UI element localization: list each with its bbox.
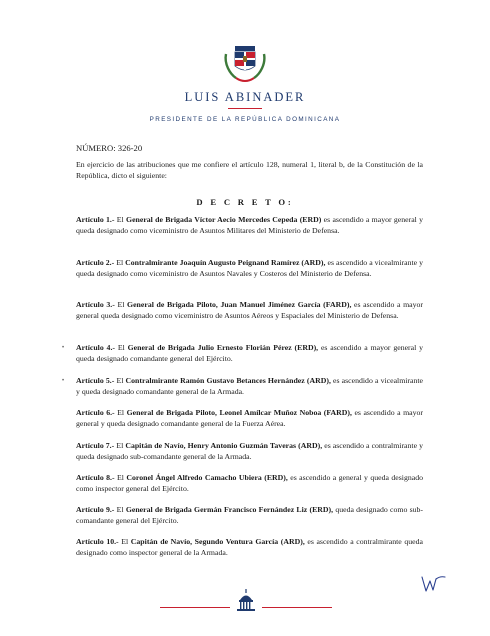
article-text: es ascendido a vicealmirante y queda designado comandante general de la Armada. bbox=[76, 376, 424, 396]
article-text: es ascendido a mayor general queda designado como viceministro de Asuntos Aéreos y Espaciales del Ministerio de Defensa. bbox=[76, 300, 424, 320]
footer-rule-left bbox=[160, 607, 230, 608]
article-1 bbox=[76, 215, 423, 236]
article-subject: General de Brigada Julio Ernesto Florián Pérez (ERD), bbox=[127, 343, 319, 352]
article-label: Artículo 2.- bbox=[76, 258, 115, 267]
article-text: es ascendido a mayor general y queda designado comandante general del Ejército. bbox=[76, 343, 424, 363]
article-subject: General de Brigada Piloto, Leonel Amílcar Muñoz Noboa (FARD), bbox=[126, 408, 352, 417]
article-label: Artículo 5.- bbox=[76, 376, 115, 385]
article-subject: General de Brigada Piloto, Juan Manuel Jiménez García (FARD), bbox=[127, 300, 352, 309]
article-subject: General de Brigada Víctor Aecio Mercedes Cepeda (ERD) bbox=[126, 215, 322, 224]
issuer-name: LUIS ABINADER bbox=[184, 90, 306, 104]
article-subject: General de Brigada Germán Francisco Fernández Liz (ERD), bbox=[125, 505, 334, 514]
article-text: es ascendido a contralmirante queda designado como inspector general de la Armada. bbox=[76, 537, 423, 557]
article-text: es ascendido a contralmirante y queda designado sub-comandante general de la Armada. bbox=[76, 441, 424, 461]
article-text: El bbox=[114, 376, 126, 385]
article-text: queda designado como sub-comandante general del Ejército. bbox=[76, 505, 424, 525]
article-label: Artículo 9.- bbox=[76, 505, 115, 514]
intro-paragraph: En ejercicio de las atribuciones que me confiere el artículo 128, numeral 1, literal b, de la Constitución de la República, dicto el siguiente: bbox=[76, 160, 423, 180]
name-divider bbox=[228, 108, 262, 109]
article-5 bbox=[76, 376, 423, 397]
decree-number: NÚMERO: 326-20 bbox=[76, 143, 143, 153]
article-text: es ascendido a general y queda designado como inspector general del Ejército. bbox=[76, 473, 424, 493]
article-text: El bbox=[114, 473, 127, 482]
article-text: El bbox=[114, 300, 128, 309]
article-subject: Contralmirante Ramón Gustavo Betances Hernández (ARD), bbox=[125, 376, 331, 385]
margin-mark: • bbox=[62, 378, 65, 384]
article-subject: Capitán de Navío, Segundo Ventura García (ARD), bbox=[130, 537, 305, 546]
article-text: El bbox=[114, 215, 126, 224]
article-subject: Coronel Ángel Alfredo Camacho Ubiera (ERD), bbox=[126, 473, 288, 482]
decree-heading: D E C R E T O: bbox=[196, 197, 294, 207]
article-text: El bbox=[118, 537, 131, 546]
article-text: El bbox=[114, 505, 126, 514]
article-label: Artículo 6.- bbox=[76, 408, 115, 417]
article-10 bbox=[76, 537, 423, 558]
article-3 bbox=[76, 300, 423, 321]
handwritten-initials-icon bbox=[420, 573, 448, 595]
article-6 bbox=[76, 408, 423, 429]
article-text: El bbox=[115, 343, 128, 352]
national-palace-icon bbox=[234, 588, 258, 612]
margin-mark: • bbox=[62, 345, 65, 351]
article-text: es ascendido a vicealmirante y queda designado como viceministro de Asuntos Navales y Costeros del Ministerio de Defensa. bbox=[76, 258, 424, 278]
article-8 bbox=[76, 473, 423, 494]
issuer-title: PRESIDENTE DE LA REPÚBLICA DOMINICANA bbox=[149, 116, 341, 123]
article-2 bbox=[76, 258, 423, 279]
article-text: es ascendido a mayor general y queda designado comandante general de la Fuerza Aérea. bbox=[76, 408, 423, 428]
article-text: El bbox=[114, 258, 126, 267]
article-label: Artículo 3.- bbox=[76, 300, 115, 309]
article-7 bbox=[76, 441, 423, 462]
coat-of-arms-icon bbox=[222, 40, 268, 84]
article-text: El bbox=[114, 441, 126, 450]
article-subject: Capitán de Navío, Henry Antonio Guzmán Taveras (ARD), bbox=[125, 441, 323, 450]
article-label: Artículo 1.- bbox=[76, 215, 115, 224]
article-label: Artículo 8.- bbox=[76, 473, 115, 482]
article-4 bbox=[76, 343, 423, 364]
article-subject: Contralmirante Joaquín Augusto Peignand Ramírez (ARD), bbox=[125, 258, 326, 267]
footer-rule-right bbox=[262, 607, 332, 608]
article-label: Artículo 4.- bbox=[76, 343, 115, 352]
article-text: El bbox=[114, 408, 127, 417]
article-text: es ascendido a mayor general y queda designado como viceministro de Asuntos Militares del Ministerio de Defensa. bbox=[76, 215, 424, 235]
article-label: Artículo 7.- bbox=[76, 441, 115, 450]
article-label: Artículo 10.- bbox=[76, 537, 119, 546]
article-9 bbox=[76, 505, 423, 526]
